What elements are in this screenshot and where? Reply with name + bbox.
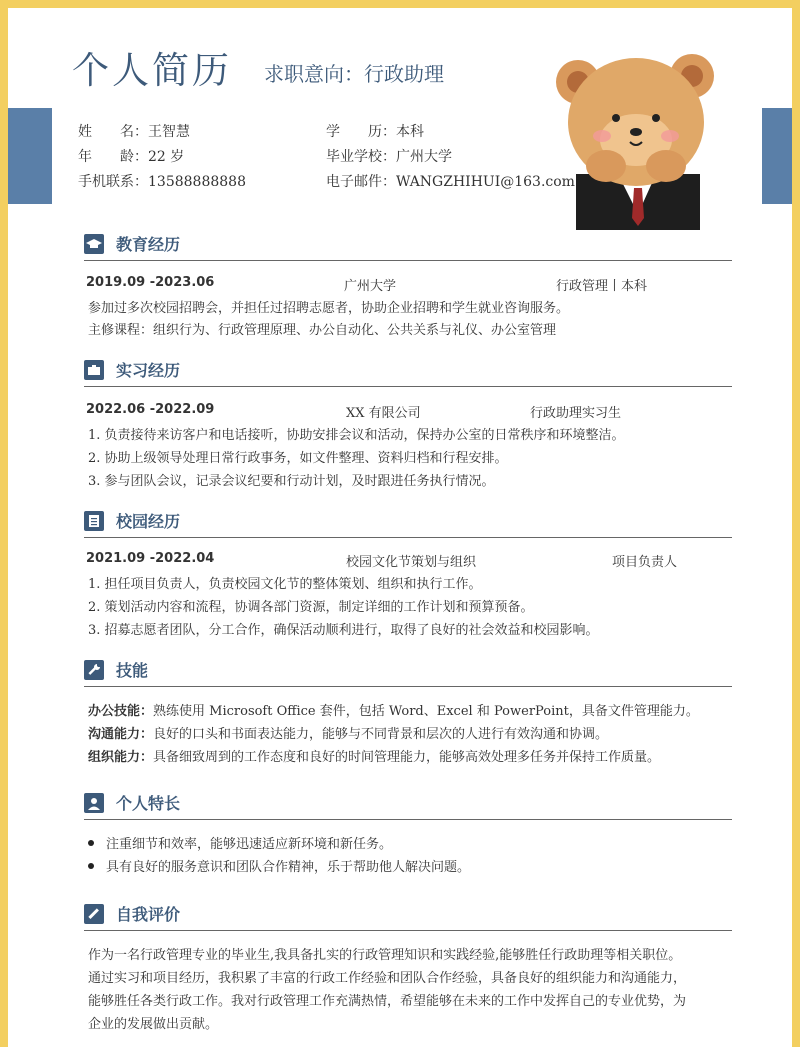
internship-line: 3. 参与团队会议，记录会议纪要和行动计划，及时跟进任务执行情况。	[88, 474, 495, 489]
section-title: 技能	[116, 661, 149, 680]
skill-text: 具备细致周到的工作态度和良好的时间管理能力，能够高效处理多任务并保持工作质量。	[153, 750, 661, 765]
section-education	[84, 232, 732, 261]
self-eval-line: 作为一名行政管理专业的毕业生,我具备扎实的行政管理知识和实践经验,能够胜任行政助理等相关职位。	[88, 948, 682, 963]
info-phone: 手机联系：13588888888	[78, 174, 246, 190]
info-name: 姓 名：王智慧	[78, 124, 190, 140]
info-age: 年 龄：22 岁	[78, 149, 185, 165]
section-title: 教育经历	[116, 235, 181, 254]
internship-org: XX 有限公司	[346, 406, 421, 421]
campus-date: 2021.09 -2022.04	[86, 551, 215, 566]
internship-role: 行政助理实习生	[530, 406, 622, 421]
strength-item: 具有良好的服务意识和团队合作精神，乐于帮助他人解决问题。	[106, 860, 471, 875]
skill-item	[88, 700, 699, 719]
section-strengths	[84, 791, 732, 820]
person-icon	[84, 793, 104, 813]
section-internship	[84, 358, 732, 387]
self-eval-line: 能够胜任各类行政工作。我对行政管理工作充满热情，希望能够在未来的工作中发挥自己的专业优势，为	[88, 994, 687, 1009]
skill-text: 熟练使用 Microsoft Office 套件，包括 Word、Excel 和 PowerPoint，具备文件管理能力。	[153, 704, 699, 719]
section-skills	[84, 658, 732, 687]
skill-text: 良好的口头和书面表达能力，能够与不同背景和层次的人进行有效沟通和协调。	[153, 727, 609, 742]
left-accent-bar	[8, 108, 52, 204]
job-intent: 求职意向：行政助理	[264, 62, 444, 86]
info-school: 毕业学校：广州大学	[326, 149, 452, 165]
campus-role: 项目负责人	[612, 555, 678, 570]
section-title: 个人特长	[116, 794, 181, 813]
skill-item	[88, 746, 660, 765]
pencil-icon	[84, 904, 104, 924]
right-accent-bar	[762, 108, 792, 204]
bullet-dot-icon	[88, 840, 94, 846]
strength-item: 注重细节和效率，能够迅速适应新环境和新任务。	[106, 837, 393, 852]
list-icon	[84, 511, 104, 531]
campus-line: 2. 策划活动内容和流程，协调各部门资源，制定详细的工作计划和预算预备。	[88, 600, 534, 615]
education-org: 广州大学	[344, 279, 397, 294]
skill-item	[88, 723, 608, 742]
section-self-eval	[84, 902, 732, 931]
section-title: 自我评价	[116, 905, 181, 924]
section-title: 实习经历	[116, 361, 181, 380]
wrench-icon	[84, 660, 104, 680]
skill-label: 沟通能力：	[88, 727, 154, 742]
bullet-dot-icon	[88, 863, 94, 869]
profile-photo	[556, 42, 716, 230]
info-email: 电子邮件：WANGZHIHUI@163.com	[326, 174, 575, 190]
education-line: 主修课程：组织行为、行政管理原理、办公自动化、公共关系与礼仪、办公室管理	[88, 323, 557, 338]
skill-label: 组织能力：	[88, 750, 154, 765]
section-campus	[84, 509, 732, 538]
education-line: 参加过多次校园招聘会，并担任过招聘志愿者，协助企业招聘和学生就业咨询服务。	[88, 301, 570, 316]
self-eval-line: 通过实习和项目经历，我积累了丰富的行政工作经验和团队合作经验，具备良好的组织能力和沟通能力，	[88, 971, 687, 986]
internship-line: 1. 负责接待来访客户和电话接听，协助安排会议和活动，保持办公室的日常秩序和环境整洁。	[88, 428, 625, 443]
info-degree: 学 历：本科	[326, 124, 424, 140]
campus-line: 3. 招募志愿者团队，分工合作，确保活动顺利进行，取得了良好的社会效益和校园影响。	[88, 623, 599, 638]
campus-org: 校园文化节策划与组织	[346, 555, 477, 570]
internship-line: 2. 协助上级领导处理日常行政事务，如文件整理、资料归档和行程安排。	[88, 451, 508, 466]
resume-page	[8, 8, 792, 1047]
campus-line: 1. 担任项目负责人，负责校园文化节的整体策划、组织和执行工作。	[88, 577, 482, 592]
education-date: 2019.09 -2023.06	[86, 275, 215, 290]
page-title: 个人简历	[72, 49, 232, 92]
skill-label: 办公技能：	[88, 704, 154, 719]
graduation-cap-icon	[84, 234, 104, 254]
internship-date: 2022.06 -2022.09	[86, 402, 215, 417]
section-title: 校园经历	[116, 512, 181, 531]
self-eval-line: 企业的发展做出贡献。	[88, 1017, 219, 1032]
briefcase-icon	[84, 360, 104, 380]
education-role: 行政管理丨本科	[556, 279, 648, 294]
